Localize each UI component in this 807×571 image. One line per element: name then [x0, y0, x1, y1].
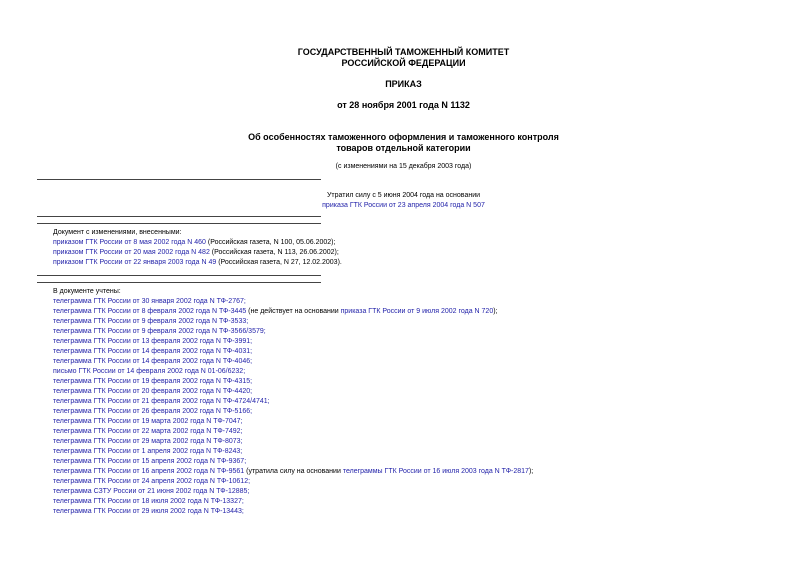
doc-date: от 28 ноября 2001 года N 1132: [337, 100, 470, 110]
list-item: [53, 437, 533, 447]
divider: [37, 216, 321, 217]
considered-ref-link[interactable]: телеграммы ГТК России от 16 июля 2003 года N ТФ-2817: [342, 468, 529, 475]
list-item: [53, 427, 533, 437]
list-item: [53, 387, 533, 397]
list-item: [53, 367, 533, 377]
list-item: [53, 417, 533, 427]
considered-link[interactable]: телеграмма ГТК России от 15 апреля 2002 года N ТФ-9367;: [53, 458, 247, 465]
considered-note: (утратила силу на основании: [244, 468, 343, 475]
list-item: [53, 497, 533, 507]
considered-link[interactable]: телеграмма ГТК России от 21 февраля 2002 года N ТФ-4724/4741;: [53, 398, 270, 405]
change-link[interactable]: приказом ГТК России от 22 января 2003 года N 49: [53, 259, 217, 266]
list-item: [53, 377, 533, 387]
considered-note: (не действует на основании: [246, 308, 341, 315]
list-item: [53, 238, 342, 248]
list-item: [53, 467, 533, 477]
changes-list: [53, 238, 342, 268]
considered-note-end: );: [528, 468, 534, 475]
list-item: [53, 407, 533, 417]
list-item: [53, 457, 533, 467]
change-link[interactable]: приказом ГТК России от 8 мая 2002 года N 460: [53, 239, 206, 246]
org-name-line1: ГОСУДАРСТВЕННЫЙ ТАМОЖЕННЫЙ КОМИТЕТ: [297, 47, 510, 57]
list-item: [53, 487, 533, 497]
considered-heading: В документе учтены:: [53, 288, 121, 295]
list-item: [53, 357, 533, 367]
considered-link[interactable]: телеграмма ГТК России от 19 марта 2002 года N ТФ-7047;: [53, 418, 243, 425]
list-item: [53, 337, 533, 347]
list-item: [53, 477, 533, 487]
list-item: [53, 327, 533, 337]
considered-link[interactable]: телеграмма ГТК России от 18 июля 2002 года N ТФ-13327;: [53, 498, 244, 505]
considered-ref-link[interactable]: приказа ГТК России от 9 июля 2002 года N 720: [340, 308, 494, 315]
list-item: [53, 507, 533, 517]
doc-title-line2: товаров отдельной категории: [336, 143, 471, 153]
list-item: [53, 307, 533, 317]
divider: [37, 223, 321, 224]
doc-type: ПРИКАЗ: [385, 79, 422, 89]
considered-link[interactable]: телеграмма ГТК России от 16 апреля 2002 года N ТФ-9561: [53, 468, 245, 475]
list-item: [53, 447, 533, 457]
considered-link[interactable]: телеграмма ГТК России от 22 марта 2002 года N ТФ-7492;: [53, 428, 243, 435]
change-source: (Российская газета, N 100, 05.06.2002);: [205, 239, 336, 246]
considered-link[interactable]: телеграмма ГТК России от 26 февраля 2002 года N ТФ-5166;: [53, 408, 253, 415]
considered-link[interactable]: телеграмма ГТК России от 14 февраля 2002 года N ТФ-4031;: [53, 348, 253, 355]
change-link[interactable]: приказом ГТК России от 20 мая 2002 года N 482: [53, 249, 210, 256]
considered-link[interactable]: телеграмма ГТК России от 13 февраля 2002 года N ТФ-3991;: [53, 338, 253, 345]
considered-link[interactable]: телеграмма СЗТУ России от 21 июня 2002 года N ТФ-12885;: [53, 488, 250, 495]
considered-link[interactable]: телеграмма ГТК России от 29 июля 2002 года N ТФ-13443;: [53, 508, 244, 515]
divider: [37, 179, 321, 180]
considered-link[interactable]: телеграмма ГТК России от 8 февраля 2002 года N ТФ-3445: [53, 308, 247, 315]
considered-list: [53, 297, 533, 517]
considered-link[interactable]: телеграмма ГТК России от 20 февраля 2002 года N ТФ-4420;: [53, 388, 253, 395]
considered-link[interactable]: телеграмма ГТК России от 30 января 2002 года N ТФ-2767;: [53, 298, 246, 305]
considered-link[interactable]: телеграмма ГТК России от 29 марта 2002 года N ТФ-8073;: [53, 438, 243, 445]
considered-link[interactable]: телеграмма ГТК России от 9 февраля 2002 года N ТФ-3533;: [53, 318, 249, 325]
org-name-line2: РОССИЙСКОЙ ФЕДЕРАЦИИ: [341, 58, 466, 68]
list-item: [53, 297, 533, 307]
considered-note-end: );: [493, 308, 498, 315]
list-item: [53, 397, 533, 407]
changes-heading: Документ с изменениями, внесенными:: [53, 229, 182, 236]
doc-title-line1: Об особенностях таможенного оформления и таможенного контроля: [248, 132, 559, 142]
lost-force-link[interactable]: приказа ГТК России от 23 апреля 2004 года N 507: [322, 202, 485, 209]
divider: [37, 282, 321, 283]
list-item: [53, 248, 342, 258]
considered-link[interactable]: телеграмма ГТК России от 24 апреля 2002 года N ТФ-10612;: [53, 478, 251, 485]
divider: [37, 275, 321, 276]
considered-link[interactable]: телеграмма ГТК России от 9 февраля 2002 года N ТФ-3566/3579;: [53, 328, 266, 335]
amended-note: (с изменениями на 15 декабря 2003 года): [335, 163, 472, 170]
considered-link[interactable]: письмо ГТК России от 14 февраля 2002 года N 01-06/6232;: [53, 368, 246, 375]
list-item: [53, 258, 342, 268]
change-source: (Российская газета, N 113, 26.06.2002);: [209, 249, 339, 256]
lost-force-text: Утратил силу с 5 июня 2004 года на основании: [326, 192, 481, 199]
list-item: [53, 347, 533, 357]
considered-link[interactable]: телеграмма ГТК России от 19 февраля 2002 года N ТФ-4315;: [53, 378, 253, 385]
considered-link[interactable]: телеграмма ГТК России от 14 февраля 2002 года N ТФ-4046;: [53, 358, 253, 365]
change-source: (Российская газета, N 27, 12.02.2003).: [216, 259, 342, 266]
considered-link[interactable]: телеграмма ГТК России от 1 апреля 2002 года N ТФ-8243;: [53, 448, 243, 455]
list-item: [53, 317, 533, 327]
